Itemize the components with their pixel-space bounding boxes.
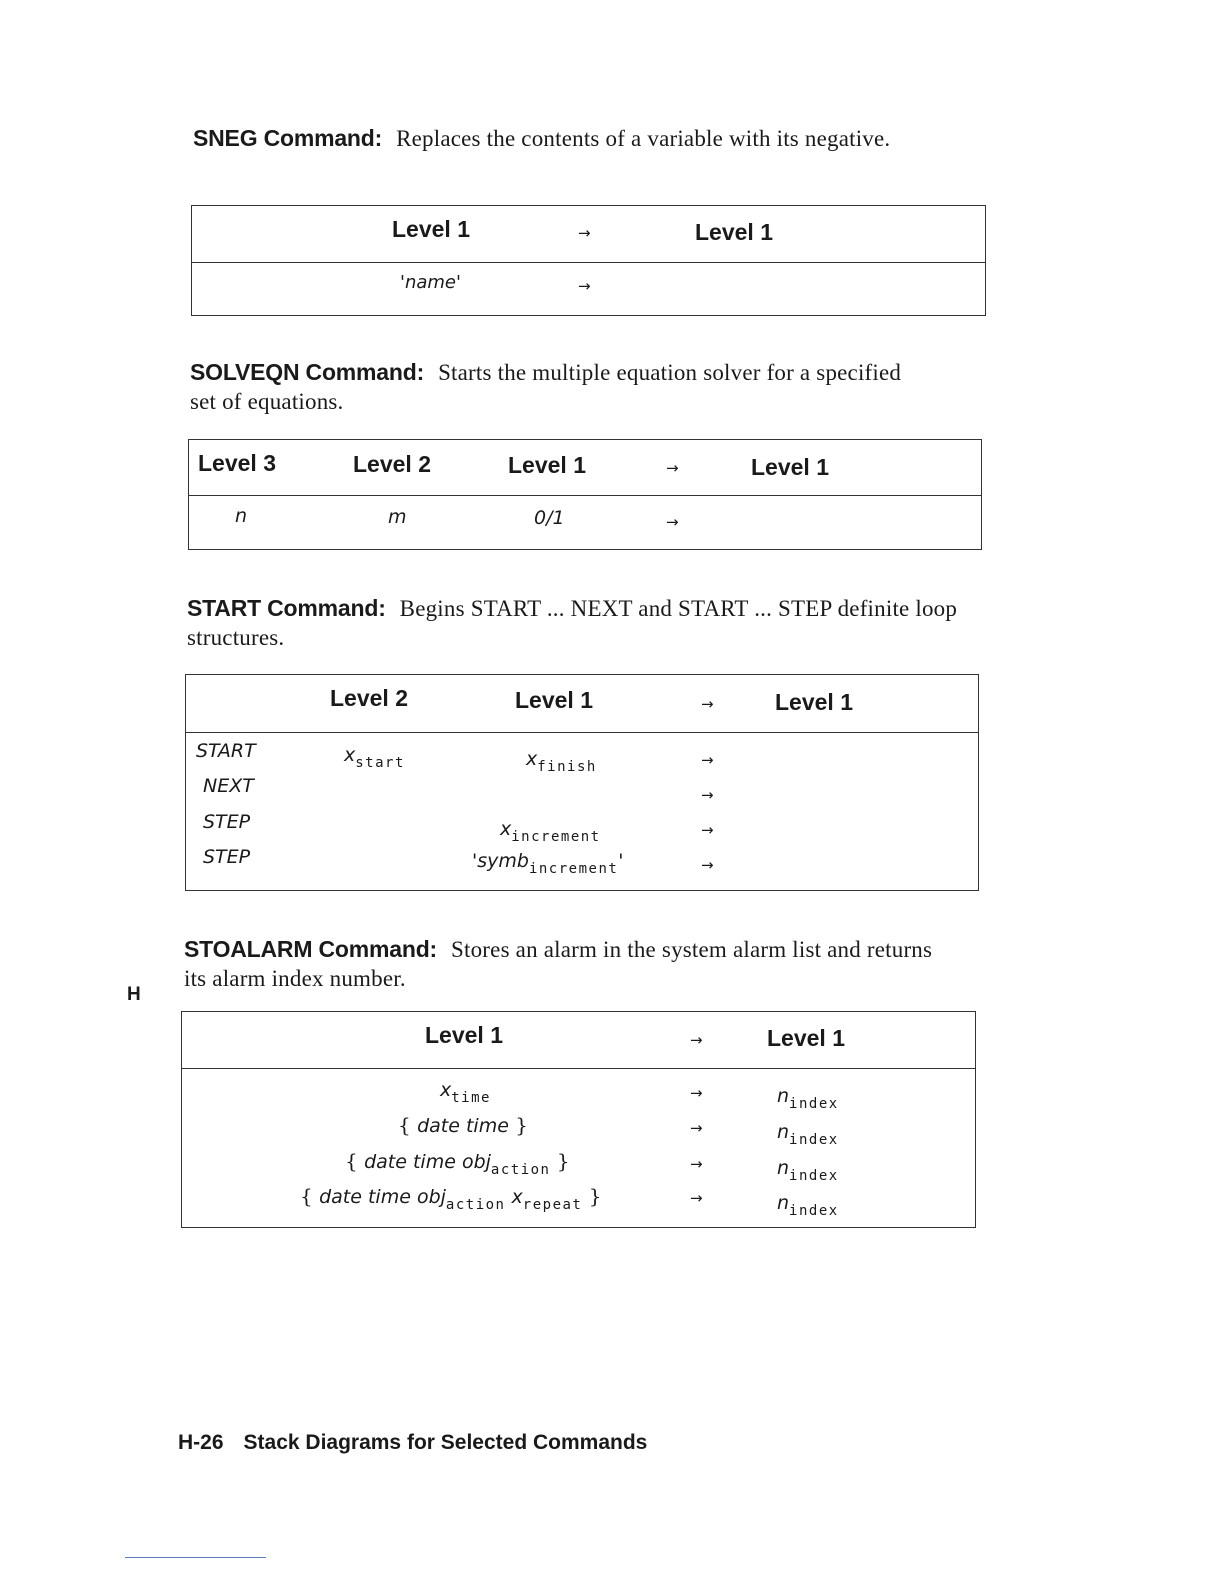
- stoalarm-header-arrow: →: [690, 1031, 703, 1049]
- stoalarm-table-header: [182, 1012, 975, 1069]
- start-row-arrow: →: [701, 751, 714, 769]
- footer-title: Stack Diagrams for Selected Commands: [243, 1431, 648, 1454]
- solveqn-heading: [190, 358, 930, 416]
- solveqn-arg-m: m: [388, 506, 407, 528]
- solveqn-row-arrow: →: [666, 513, 679, 531]
- solveqn-arg-flag: 0/1: [534, 507, 565, 529]
- start-row-label: START: [196, 740, 256, 762]
- solveqn-description: Starts the multiple equation solver for a specified set of equations.: [190, 360, 902, 414]
- start-arg-xstart: $x_{start}$: [344, 744, 405, 771]
- stoalarm-command-title: STOALARM Command:: [184, 936, 438, 962]
- step-arg-symbincrement: 'symb$_{increment}$': [472, 850, 624, 877]
- sneg-command-title: SNEG Command:: [193, 125, 383, 151]
- stoalarm-description: Stores an alarm in the system alarm list and returns its alarm index number.: [184, 937, 933, 991]
- solveqn-header-result: Level 1: [751, 454, 829, 480]
- bottom-rule: [125, 1557, 266, 1558]
- step-arg-xincrement: $x_{increment}$: [500, 818, 601, 845]
- start-heading: [187, 594, 987, 652]
- sneg-stack-table: [191, 205, 986, 316]
- stoalarm-row4-result: $n_{index}$: [777, 1192, 839, 1219]
- start-table-header: [186, 675, 978, 733]
- start-header-level2: Level 2: [330, 685, 408, 711]
- sneg-heading: [193, 124, 933, 153]
- solveqn-stack-table: [188, 439, 982, 550]
- solveqn-header-level2: Level 2: [353, 451, 431, 477]
- stoalarm-heading: [184, 935, 944, 993]
- stoalarm-row2-arrow: →: [690, 1119, 703, 1137]
- stoalarm-row3-result: $n_{index}$: [777, 1157, 839, 1184]
- stoalarm-stack-table: [181, 1011, 976, 1228]
- next-row-arrow: →: [701, 786, 714, 804]
- start-command-title: START Command:: [187, 595, 386, 621]
- start-arg-xfinish: $x_{finish}$: [526, 748, 597, 775]
- stoalarm-arg-date-time-obj-repeat-list: { date time obj$_{action}$ $x_{repeat}$ }: [300, 1184, 602, 1213]
- solveqn-command-title: SOLVEQN Command:: [190, 359, 425, 385]
- page-footer: [178, 1431, 647, 1455]
- stoalarm-row4-arrow: →: [690, 1189, 703, 1207]
- sneg-row-arrow: →: [578, 277, 591, 295]
- step-row-label: STEP: [203, 811, 251, 833]
- start-header-arrow: →: [701, 695, 714, 713]
- solveqn-header-level3: Level 3: [198, 450, 276, 476]
- margin-tab-letter: H: [127, 984, 141, 1005]
- sneg-arg-name: 'name': [400, 272, 461, 293]
- solveqn-arg-n: n: [235, 505, 248, 527]
- start-description: Begins START ... NEXT and START ... STEP definite loop structures.: [187, 596, 958, 650]
- step-row-arrow: →: [701, 821, 714, 839]
- step-symb-row-arrow: →: [701, 856, 714, 874]
- stoalarm-header-level1: Level 1: [425, 1022, 503, 1048]
- next-row-label: NEXT: [203, 775, 254, 797]
- sneg-header-result: Level 1: [695, 219, 773, 245]
- start-header-result: Level 1: [775, 689, 853, 715]
- stoalarm-row2-result: $n_{index}$: [777, 1121, 839, 1148]
- sneg-header-arrow: →: [578, 224, 591, 242]
- sneg-description: Replaces the contents of a variable with its negative.: [396, 126, 891, 151]
- start-stack-table: [185, 674, 979, 891]
- stoalarm-row3-arrow: →: [690, 1155, 703, 1173]
- stoalarm-row1-arrow: →: [690, 1084, 703, 1102]
- sneg-table-header: [192, 206, 985, 263]
- stoalarm-arg-xtime: $x_{time}$: [440, 1079, 491, 1106]
- step-symb-row-label: STEP: [203, 846, 251, 868]
- stoalarm-header-result: Level 1: [767, 1025, 845, 1051]
- solveqn-table-header: [189, 440, 981, 496]
- solveqn-header-level1: Level 1: [508, 452, 586, 478]
- solveqn-header-arrow: →: [666, 459, 679, 477]
- stoalarm-arg-date-time-list: { date time }: [398, 1113, 528, 1137]
- start-header-level1: Level 1: [515, 687, 593, 713]
- stoalarm-row1-result: $n_{index}$: [777, 1085, 839, 1112]
- footer-page-number: H-26: [178, 1431, 224, 1454]
- sneg-header-level1: Level 1: [392, 216, 470, 242]
- stoalarm-arg-date-time-obj-list: { date time obj$_{action}$ }: [345, 1149, 570, 1178]
